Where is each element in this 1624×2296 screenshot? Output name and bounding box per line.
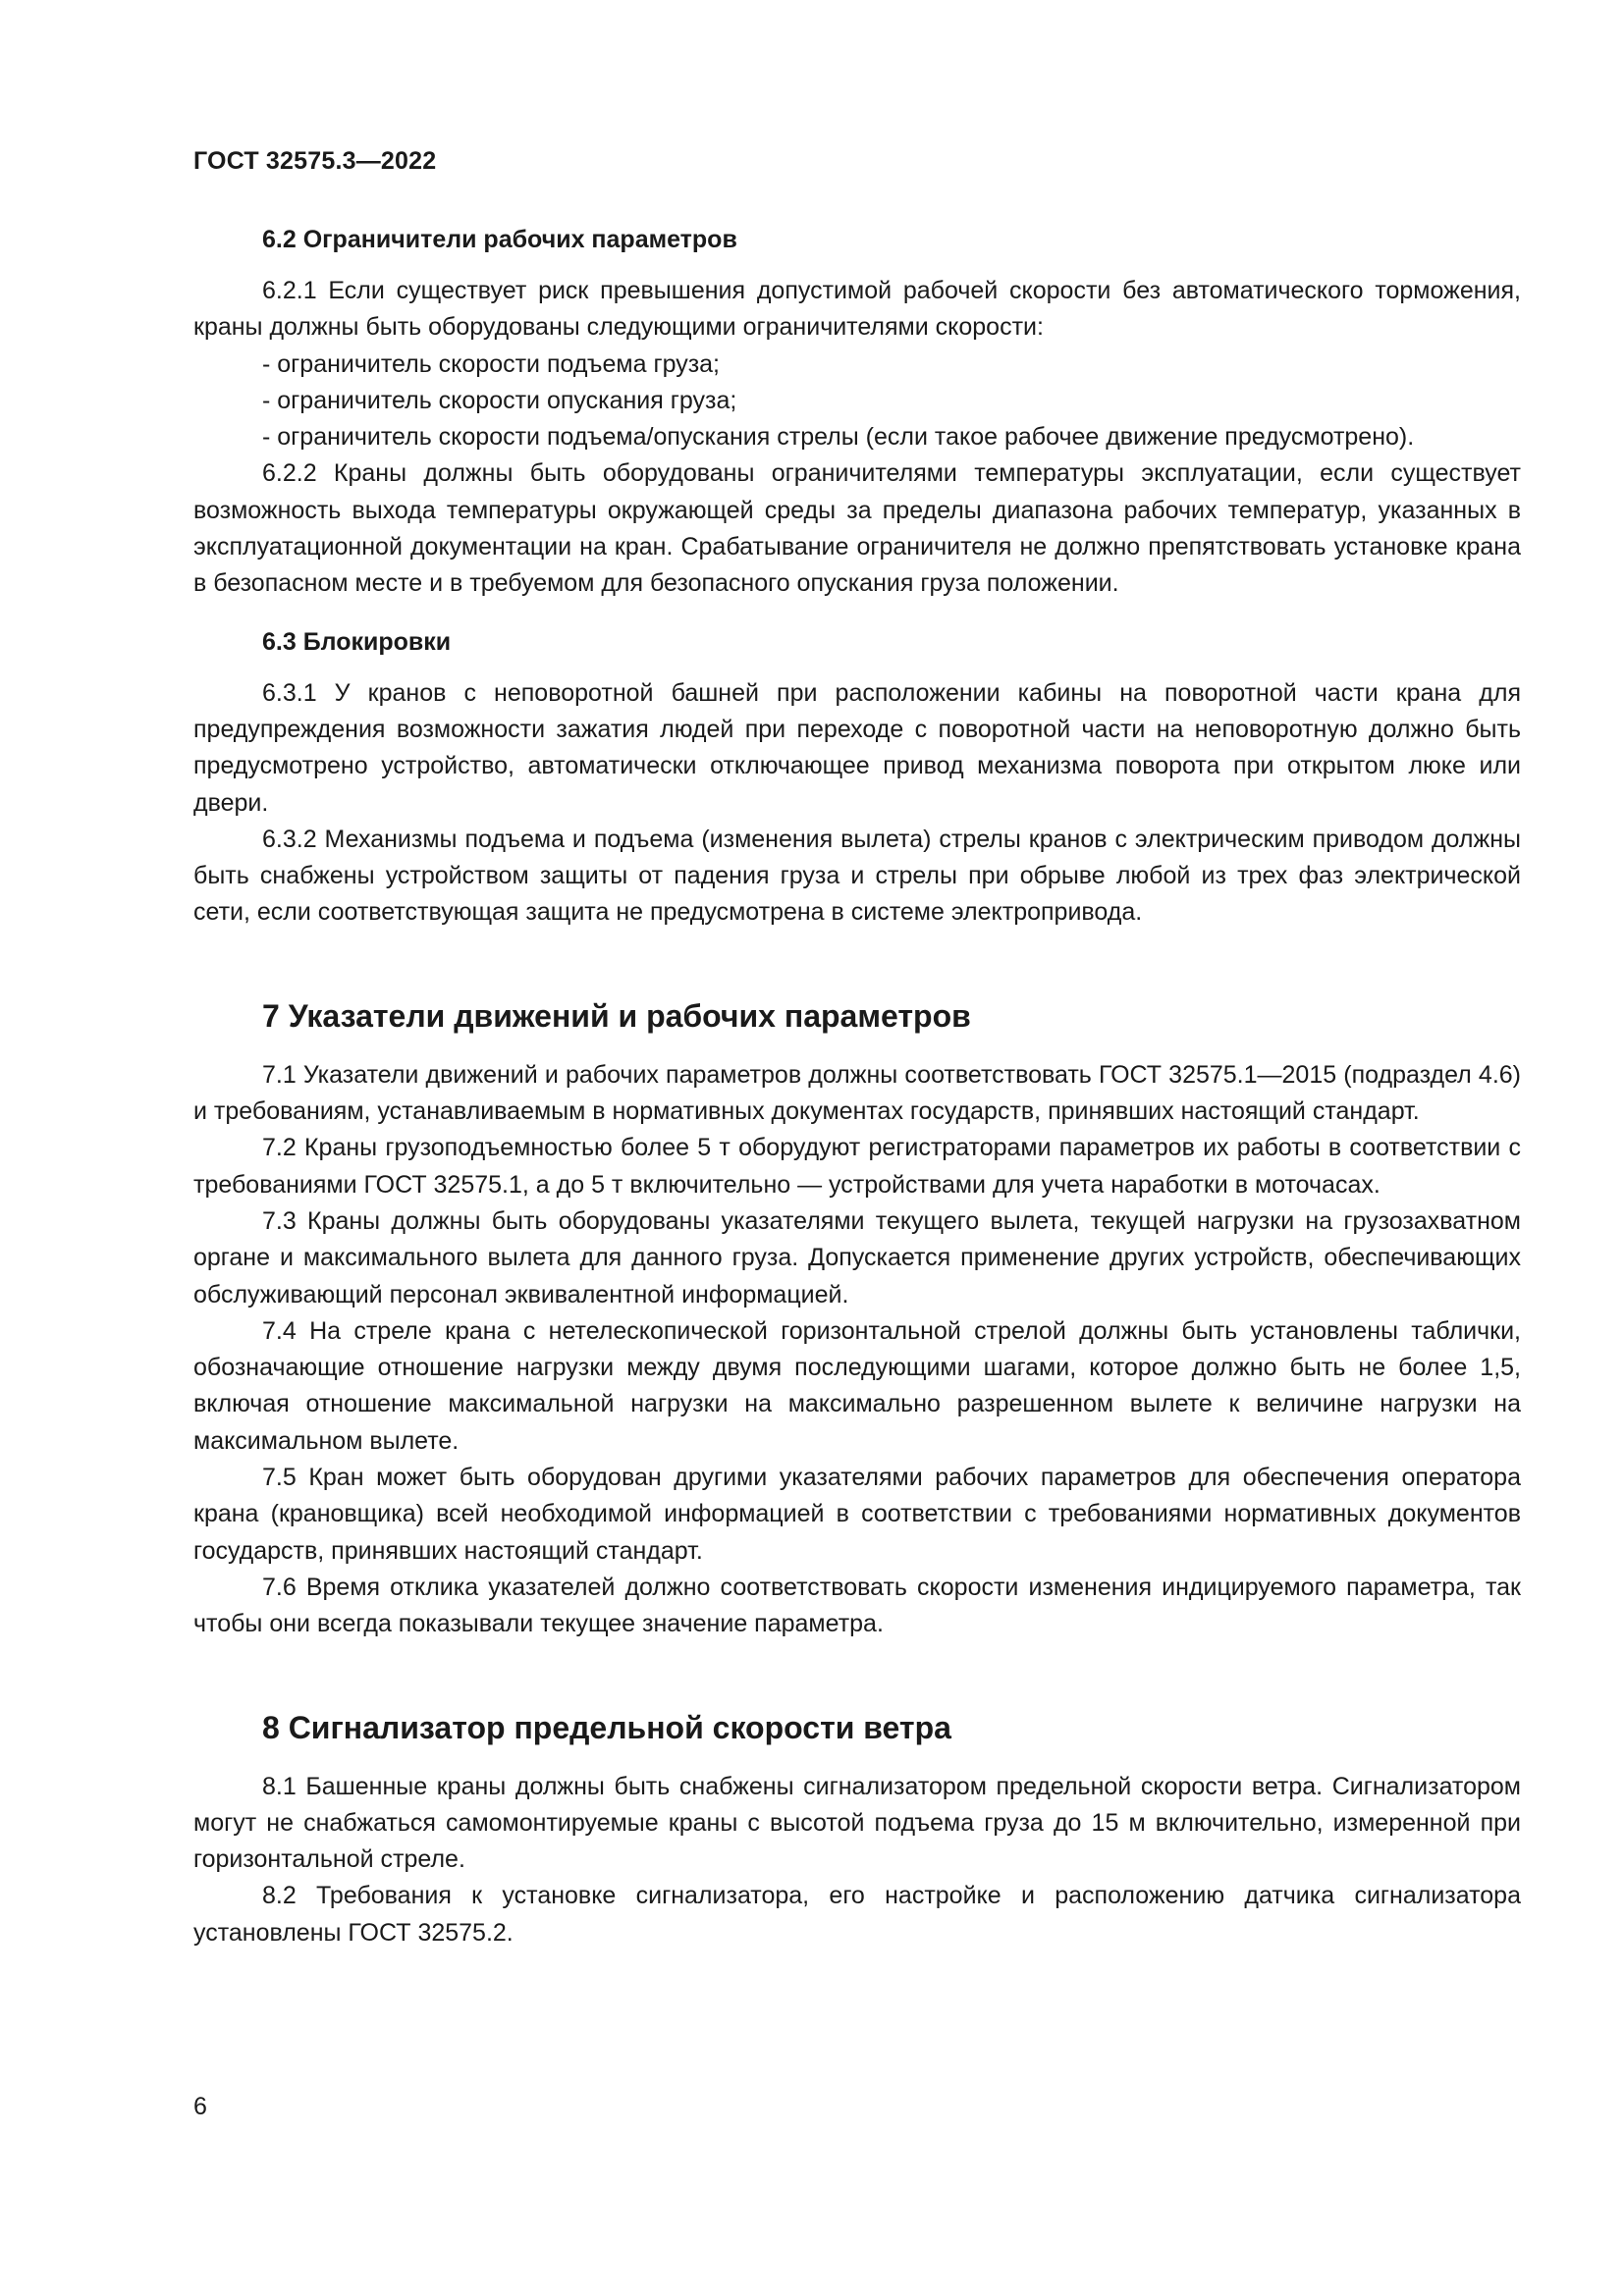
paragraph-8-1: 8.1 Башенные краны должны быть снабжены сигнализатором предельной скорости ветра. Сигнализатором могут не снабжаться самомонтируемые краны с высотой подъема груза до 15 м включительно, измеренной при горизонтальной стреле.	[193, 1772, 1521, 1874]
section-title-7: 7 Указатели движений и рабочих параметров	[262, 997, 971, 1034]
paragraph-7-5: 7.5 Кран может быть оборудован другими указателями рабочих параметров для обеспечения оператора крана (крановщика) всей необходимой информацией в соответствии с требованиями нормативных документов государств, принявших настоящий стандарт.	[193, 1464, 1521, 1565]
list-item: - ограничитель скорости опускания груза;	[262, 386, 737, 414]
paragraph-6-3-1: 6.3.1 У кранов с неповоротной башней при расположении кабины на поворотной части крана для предупреждения возможности зажатия людей при переходе с поворотной части на неповоротную должно быть предусмотрено устройство, автоматически отключающее привод механизма поворота при открытом люке или двери.	[193, 678, 1521, 817]
paragraph-7-1: 7.1 Указатели движений и рабочих параметров должны соответствовать ГОСТ 32575.1—2015 (подраздел 4.6) и требованиям, устанавливаемым в нормативных документах государств, принявших настоящий стандарт.	[193, 1060, 1521, 1126]
list-item: - ограничитель скорости подъема/опускания стрелы (если такое рабочее движение предусмотрено).	[262, 423, 1415, 452]
paragraph-6-2-2: 6.2.2 Краны должны быть оборудованы ограничителями температуры эксплуатации, если существует возможность выхода температуры окружающей среды за пределы диапазона рабочих температур, указанных в эксплуатационной документации на кран. Срабатывание ограничителя не должно препятствовать установке крана в безопасном месте и в требуемом для безопасного опускания груза положении.	[193, 459, 1521, 598]
page-number: 6	[193, 2093, 207, 2120]
list-item: - ограничитель скорости подъема груза;	[262, 349, 721, 378]
subsection-title-6-3: 6.3 Блокировки	[262, 627, 452, 656]
paragraph-7-4: 7.4 На стреле крана с нетелескопической горизонтальной стрелой должны быть установлены таблички, обозначающие отношение нагрузки между двумя последующими шагами, которое должно быть не более 1,5, включая отношение максимальной нагрузки на максимально разрешенном вылете к величине нагрузки на максимальном вылете.	[193, 1316, 1521, 1455]
document-body	[193, 222, 1521, 1951]
paragraph-6-2-1: 6.2.1 Если существует риск превышения допустимой рабочей скорости без автоматического торможения, краны должны быть оборудованы следующими ограничителями скорости:	[193, 277, 1521, 342]
section-title-8: 8 Сигнализатор предельной скорости ветра	[262, 1709, 951, 1745]
subsection-title-6-2: 6.2 Ограничители рабочих параметров	[262, 226, 737, 253]
document-id-header: ГОСТ 32575.3—2022	[193, 147, 437, 175]
paragraph-8-2: 8.2 Требования к установке сигнализатора, его настройке и расположению датчика сигнализатора установлены ГОСТ 32575.2.	[193, 1882, 1521, 1947]
paragraph-7-6: 7.6 Время отклика указателей должно соответствовать скорости изменения индицируемого параметра, так чтобы они всегда показывали текущее значение параметра.	[193, 1573, 1521, 1638]
paragraph-7-3: 7.3 Краны должны быть оборудованы указателями текущего вылета, текущей нагрузки на грузозахватном органе и максимального вылета для данного груза. Допускается применение других устройств, обеспечивающих обслуживающий персонал эквивалентной информацией.	[193, 1206, 1521, 1308]
paragraph-6-3-2: 6.3.2 Механизмы подъема и подъема (изменения вылета) стрелы кранов с электрическим приводом должны быть снабжены устройством защиты от падения груза и стрелы при обрыве любой из трех фаз электрической сети, если соответствующая защита не предусмотрена в системе электропривода.	[193, 825, 1521, 927]
paragraph-7-2: 7.2 Краны грузоподъемностью более 5 т оборудуют регистраторами параметров их работы в соответствии с требованиями ГОСТ 32575.1, а до 5 т включительно — устройствами для учета наработки в моточасах.	[193, 1134, 1521, 1199]
